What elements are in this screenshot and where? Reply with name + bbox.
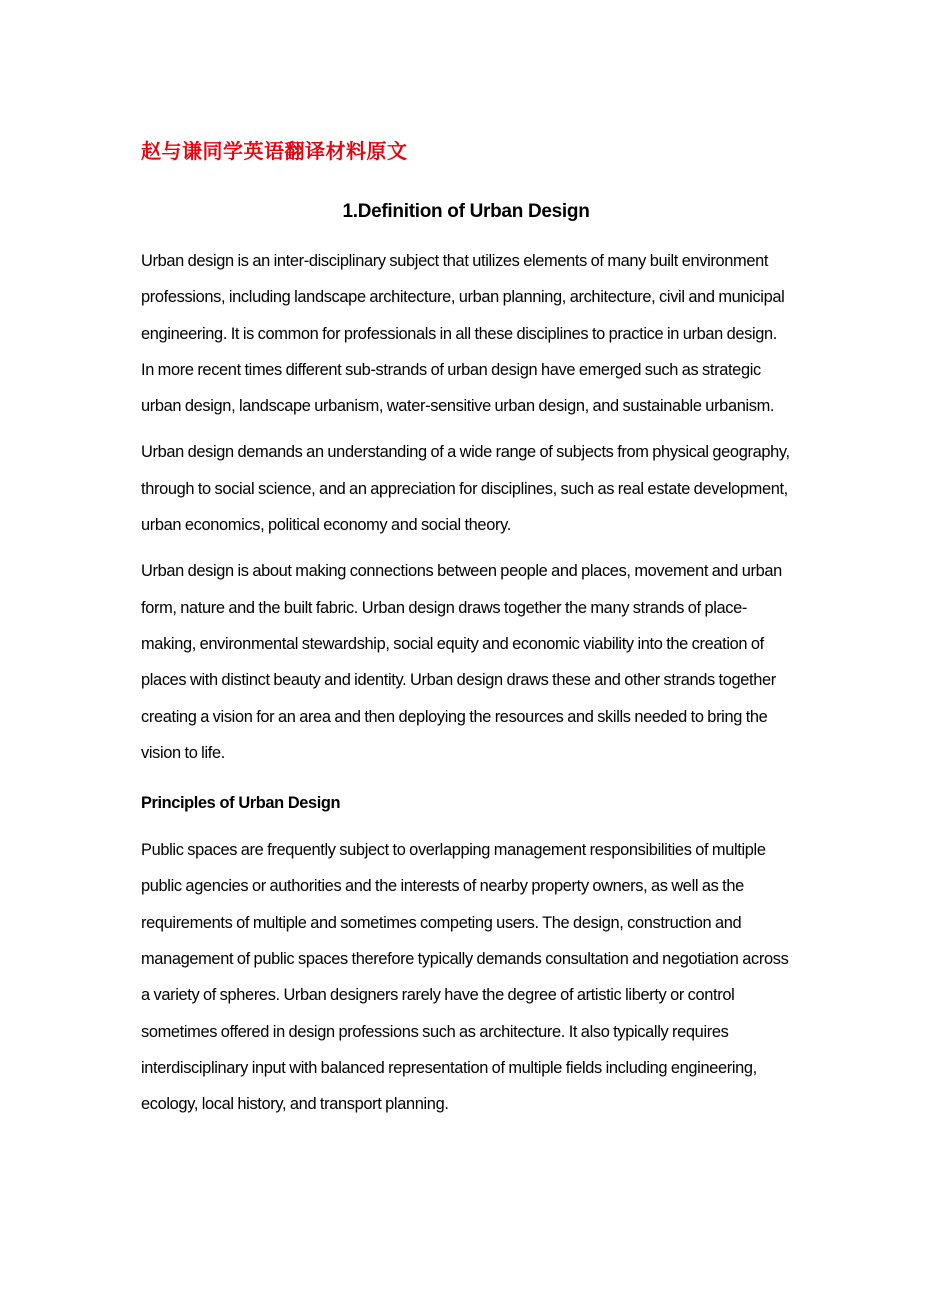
paragraph-intro-3: Urban design is about making connections between people and places, movement and urban form, nature and the built fabric. Urban design draws together the many strands of place-making, environmental stewardship, social equity and economic viability into the creation of places with distinct beauty and identity. Urban design draws these and other strands together creating a vision for an area and then deploying the resources and skills needed to bring the vision to life. xyxy=(141,562,782,762)
section-heading-definition: 1.Definition of Urban Design xyxy=(342,201,590,222)
paragraph-intro-1: Urban design is an inter-disciplinary subject that utilizes elements of many built environment professions, including landscape architecture, urban planning, architecture, civil and municipal engineering. It is common for professionals in all these disciplines to practice in urban design. In more recent times different sub-strands of urban design have emerged such as strategic urban design, landscape urbanism, water-sensitive urban design, and sustainable urbanism. xyxy=(141,252,785,416)
document-title-chinese: 赵与谦同学英语翻译材料原文 xyxy=(141,139,408,163)
section-heading-principles: Principles of Urban Design xyxy=(141,794,341,813)
document-page xyxy=(141,138,791,1123)
paragraph-principles: Public spaces are frequently subject to overlapping management responsibilities of multiple public agencies or authorities and the interests of nearby property owners, as well as the requirements of multiple and sometimes competing users. The design, construction and management of public spaces therefore typically demands consultation and negotiation across a variety of spheres. Urban designers rarely have the degree of artistic liberty or control sometimes offered in design professions such as architecture. It also typically requires interdisciplinary input with balanced representation of multiple fields including engineering, ecology, local history, and transport planning. xyxy=(141,841,789,1114)
paragraph-intro-2: Urban design demands an understanding of a wide range of subjects from physical geography, through to social science, and an appreciation for disciplines, such as real estate development, urban economics, political economy and social theory. xyxy=(141,443,790,535)
